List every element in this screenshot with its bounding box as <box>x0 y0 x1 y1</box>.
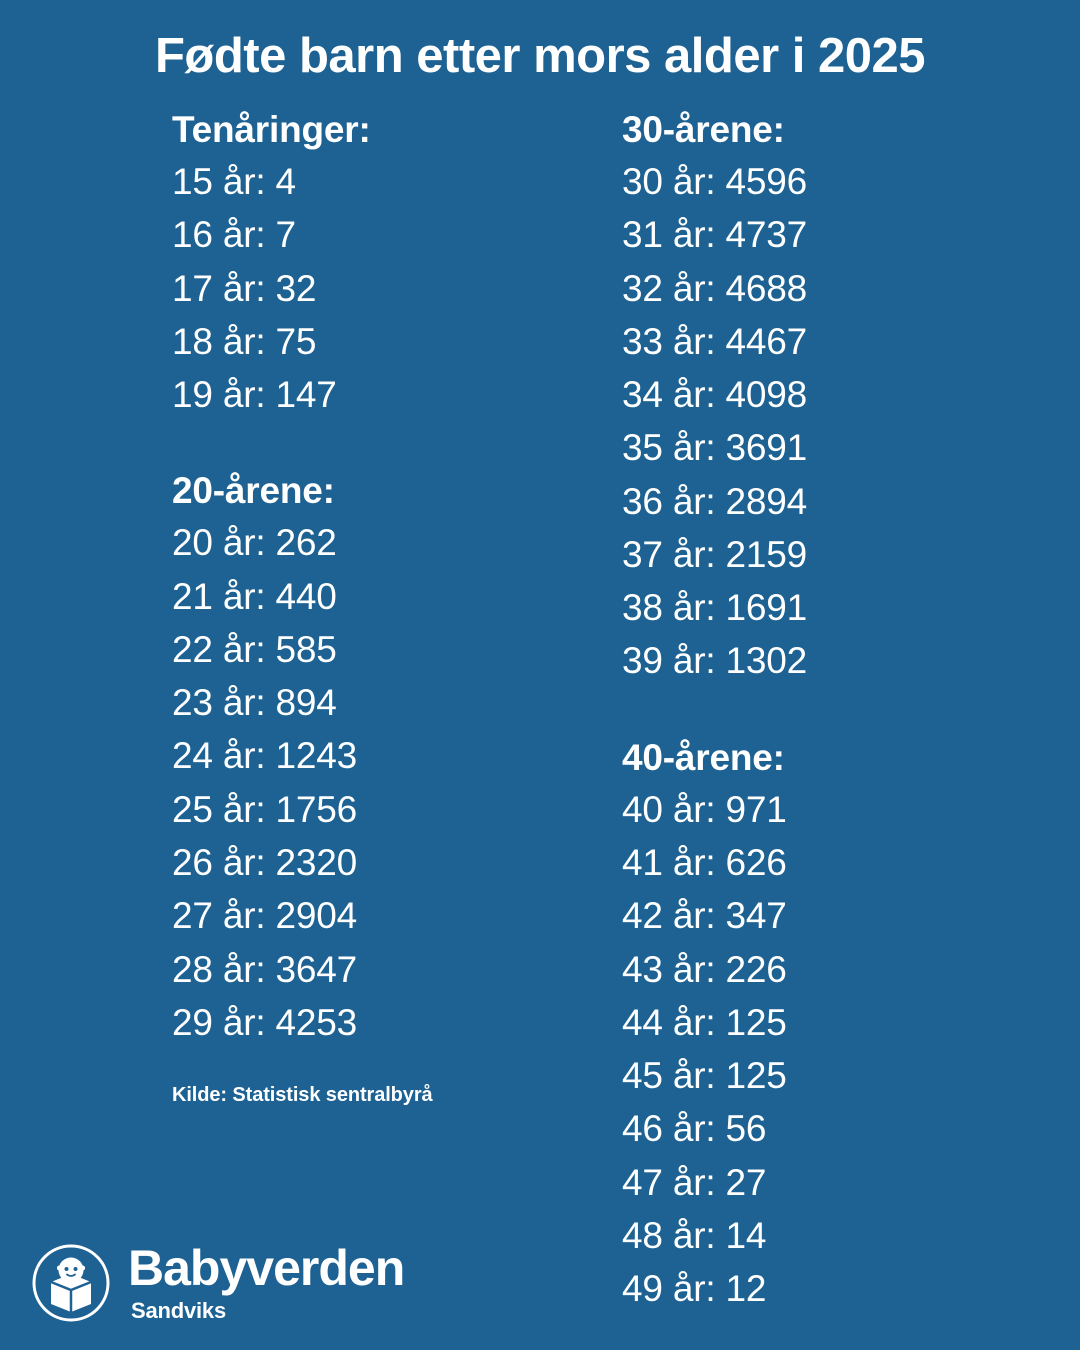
group-forties <box>622 732 1080 1316</box>
list-item: 26 år: 2320 <box>172 842 358 884</box>
list-item: 48 år: 14 <box>622 1214 767 1256</box>
list-item: 33 år: 4467 <box>622 320 808 362</box>
list-item: 45 år: 125 <box>622 1055 787 1097</box>
list-item: 29 år: 4253 <box>172 1001 358 1043</box>
list-item: 21 år: 440 <box>172 575 337 617</box>
brand-name: Babyverden <box>128 1240 405 1296</box>
list-item: 25 år: 1756 <box>172 788 358 830</box>
list-item: 38 år: 1691 <box>622 587 808 629</box>
list-item: 46 år: 56 <box>622 1108 767 1150</box>
list-item: 37 år: 2159 <box>622 533 808 575</box>
page-title: Fødte barn etter mors alder i 2025 <box>155 29 925 83</box>
group-heading: Tenåringer: <box>172 109 371 150</box>
list-item: 15 år: 4 <box>172 161 296 203</box>
list-item: 22 år: 585 <box>172 628 337 670</box>
list-item: 16 år: 7 <box>172 214 296 256</box>
group-heading: 20-årene: <box>172 470 335 512</box>
baby-in-box-icon <box>32 1244 110 1322</box>
list-item: 36 år: 2894 <box>622 480 808 522</box>
list-item: 32 år: 4688 <box>622 267 808 309</box>
list-item: 24 år: 1243 <box>172 735 358 777</box>
list-item: 41 år: 626 <box>622 842 787 884</box>
list-item: 39 år: 1302 <box>622 640 808 682</box>
list-item: 42 år: 347 <box>622 895 787 937</box>
list-item: 18 år: 75 <box>172 320 317 362</box>
group-teenagers <box>172 104 540 421</box>
list-item: 43 år: 226 <box>622 948 787 990</box>
list-item: 19 år: 147 <box>172 374 337 416</box>
stats-column-right <box>540 104 1080 1315</box>
list-item: 20 år: 262 <box>172 522 337 564</box>
list-item: 49 år: 12 <box>622 1268 767 1310</box>
group-thirties <box>622 104 1080 688</box>
list-item: 17 år: 32 <box>172 267 317 309</box>
list-item: 35 år: 3691 <box>622 427 808 469</box>
stats-columns <box>0 104 1080 1315</box>
list-item: 44 år: 125 <box>622 1001 787 1043</box>
group-heading: 40-årene: <box>622 736 785 778</box>
list-item: 23 år: 894 <box>172 682 337 724</box>
list-item: 27 år: 2904 <box>172 895 358 937</box>
group-heading: 30-årene: <box>622 109 785 150</box>
brand-subtitle: Sandviks <box>131 1298 227 1323</box>
list-item: 31 år: 4737 <box>622 214 808 256</box>
list-item: 30 år: 4596 <box>622 161 808 203</box>
source-note: Kilde: Statistisk sentralbyrå <box>172 1084 433 1106</box>
list-item: 34 år: 4098 <box>622 374 808 416</box>
list-item: 28 år: 3647 <box>172 948 358 990</box>
list-item: 47 år: 27 <box>622 1161 767 1203</box>
brand-logo <box>32 1240 405 1323</box>
stats-column-left <box>0 104 540 1049</box>
list-item: 40 år: 971 <box>622 788 787 830</box>
brand-text <box>128 1240 405 1323</box>
group-twenties <box>172 465 540 1049</box>
